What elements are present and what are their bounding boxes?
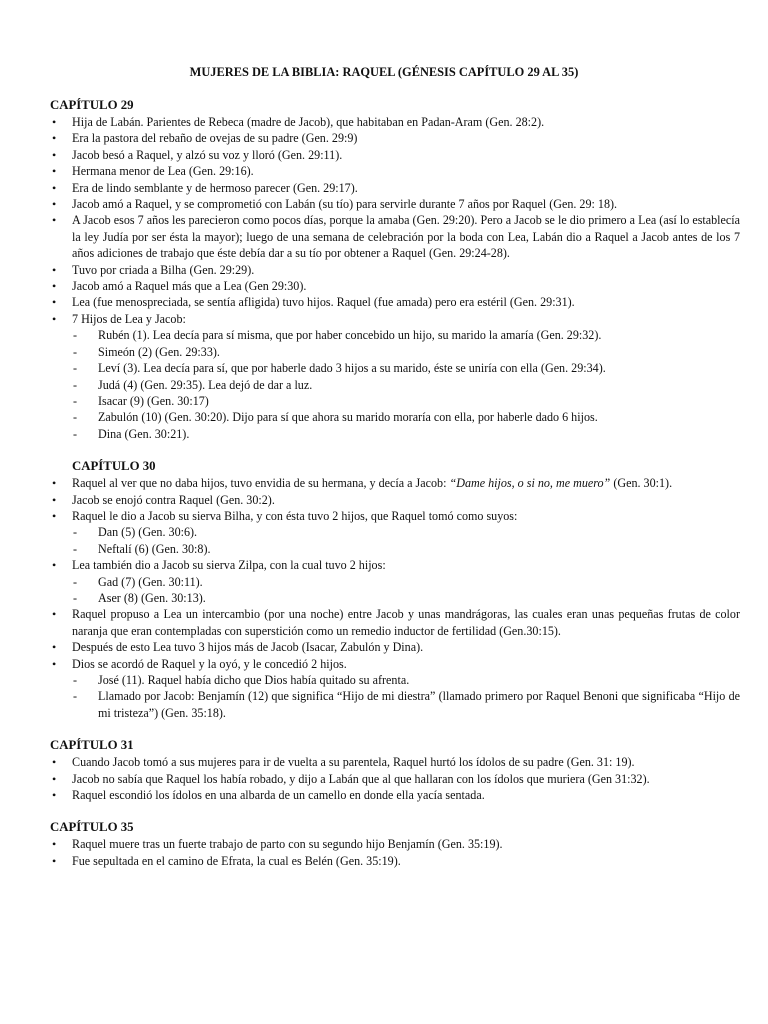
list-item-text: 7 Hijos de Lea y Jacob: (72, 311, 186, 326)
list-item (50, 475, 740, 491)
chapter-35-heading: CAPÍTULO 35 (50, 820, 134, 835)
list-item: • Jacob amó a Raquel, y se comprometió con Labán (su tío) para servirle durante 7 años por Raquel (Gen. 29: 18). (50, 196, 740, 212)
list-item: • Jacob besó a Raquel, y alzó su voz y lloró (Gen. 29:11). (50, 147, 740, 163)
sub-list-item: - Leví (3). Lea decía para sí, que por haberle dado 3 hijos a su marido, éste se uniría con ella (Gen. 29:34). (72, 360, 740, 376)
sub-list (72, 672, 740, 721)
list-item: • Hermana menor de Lea (Gen. 29:16). (50, 163, 740, 179)
list-item (50, 508, 740, 557)
spacer (50, 721, 740, 737)
sub-list-item: - Zabulón (10) (Gen. 30:20). Dijo para sí que ahora su marido moraría con ella, por haberle dado 6 hijos. (72, 409, 740, 425)
chapter-29-heading: CAPÍTULO 29 (50, 98, 134, 112)
chapter-31-heading: CAPÍTULO 31 (50, 738, 134, 753)
sub-list (72, 574, 740, 607)
sub-list-item: - Gad (7) (Gen. 30:11). (72, 574, 740, 590)
list-item: • Jacob se enojó contra Raquel (Gen. 30:2). (50, 492, 740, 508)
chapter-31-section (50, 737, 740, 803)
list-item-text: Raquel al ver que no daba hijos, tuvo envidia de su hermana, y decía a Jacob: (72, 476, 447, 491)
list-item: • Raquel propuso a Lea un intercambio (por una noche) entre Jacob y unas mandrágoras, las cuales eran unas pequeñas frutas de color naranja que eran contempladas con superstición como un remedio inductor de fertilidad (Gen.30:15). (50, 606, 740, 639)
list-item: • Lea (fue menospreciada, se sentía afligida) tuvo hijos. Raquel (fue amada) pero era estéril (Gen. 29:31). (50, 294, 740, 310)
sub-list-item: - Isacar (9) (Gen. 30:17) (72, 393, 740, 409)
sub-list-item: - Judá (4) (Gen. 29:35). Lea dejó de dar a luz. (72, 377, 740, 393)
sub-list (72, 524, 740, 557)
list-item-ref: (Gen. 30:1). (613, 476, 673, 491)
sub-list-item: - Llamado por Jacob: Benjamín (12) que significa “Hijo de mi diestra” (llamado primero por Raquel Benoni que significaba “Hijo de mi tristeza”) (Gen. 35:18). (72, 688, 740, 721)
chapter-30-heading: CAPÍTULO 30 (72, 459, 156, 474)
list-item: • Jacob amó a Raquel más que a Lea (Gen 29:30). (50, 278, 740, 294)
sub-list (72, 327, 740, 442)
list-item (50, 557, 740, 606)
chapter-30-list (50, 475, 740, 721)
chapter-35-section (50, 819, 740, 869)
sub-list-item: - Dan (5) (Gen. 30:6). (72, 524, 740, 540)
list-item (50, 311, 740, 442)
sub-list-item: - Rubén (1). Lea decía para sí misma, que por haber concebido un hijo, su marido la amaría (Gen. 29:32). (72, 327, 740, 343)
list-item: • A Jacob esos 7 años les parecieron como pocos días, porque la amaba (Gen. 29:20). Pero a Jacob se le dio primero a Lea (así lo establecía la ley Judía por ser ésta la mayor); luego de una semana de celebración por la boda con Lea, Labán dio a Raquel a Jacob antes de los 7 años adiciones de trabajo que éste debía dar a su tío por obtener a Raquel (Gen. 29:24-28). (50, 212, 740, 261)
list-item: • Jacob no sabía que Raquel los había robado, y dijo a Labán que al que hallaran con los ídolos que muriera (Gen 31:32). (50, 771, 740, 787)
list-item (50, 656, 740, 722)
spacer (50, 803, 740, 819)
chapter-31-list (50, 754, 740, 803)
document-body (50, 97, 740, 869)
list-item: • Era de lindo semblante y de hermoso parecer (Gen. 29:17). (50, 180, 740, 196)
chapter-30-section (50, 458, 740, 721)
list-item: • Después de esto Lea tuvo 3 hijos más de Jacob (Isacar, Zabulón y Dina). (50, 639, 740, 655)
chapter-29-list (50, 114, 740, 442)
list-item: • Raquel muere tras un fuerte trabajo de parto con su segundo hijo Benjamín (Gen. 35:19). (50, 836, 740, 852)
spacer (50, 442, 740, 458)
sub-list-item: - Dina (Gen. 30:21). (72, 426, 740, 442)
list-item: • Fue sepultada en el camino de Efrata, la cual es Belén (Gen. 35:19). (50, 853, 740, 869)
document-title: MUJERES DE LA BIBLIA: RAQUEL (GÉNESIS CAPÍTULO 29 AL 35) (189, 65, 579, 79)
sub-list-item: - José (11). Raquel había dicho que Dios había quitado su afrenta. (72, 672, 740, 688)
list-item: • Cuando Jacob tomó a sus mujeres para ir de vuelta a su parentela, Raquel hurtó los ídolos de su padre (Gen. 31: 19). (50, 754, 740, 770)
list-item: • Hija de Labán. Parientes de Rebeca (madre de Jacob), que habitaban en Padan-Aram (Gen. 28:2). (50, 114, 740, 130)
sub-list-item: - Neftalí (6) (Gen. 30:8). (72, 541, 740, 557)
sub-list-item: - Simeón (2) (Gen. 29:33). (72, 344, 740, 360)
list-item: • Tuvo por criada a Bilha (Gen. 29:29). (50, 262, 740, 278)
chapter-35-list (50, 836, 740, 869)
list-item-text: Lea también dio a Jacob su sierva Zilpa, con la cual tuvo 2 hijos: (72, 558, 386, 573)
list-item-text: Raquel le dio a Jacob su sierva Bilha, y con ésta tuvo 2 hijos, que Raquel tomó como suyos: (72, 508, 518, 523)
list-item: • Raquel escondió los ídolos en una albarda de un camello en donde ella yacía sentada. (50, 787, 740, 803)
list-item: • Era la pastora del rebaño de ovejas de su padre (Gen. 29:9) (50, 130, 740, 146)
sub-list-item: - Aser (8) (Gen. 30:13). (72, 590, 740, 606)
chapter-29-section (50, 97, 740, 442)
quote-text: “Dame hijos, o si no, me muero” (449, 476, 611, 491)
list-item-text: Dios se acordó de Raquel y la oyó, y le concedió 2 hijos. (72, 656, 347, 671)
